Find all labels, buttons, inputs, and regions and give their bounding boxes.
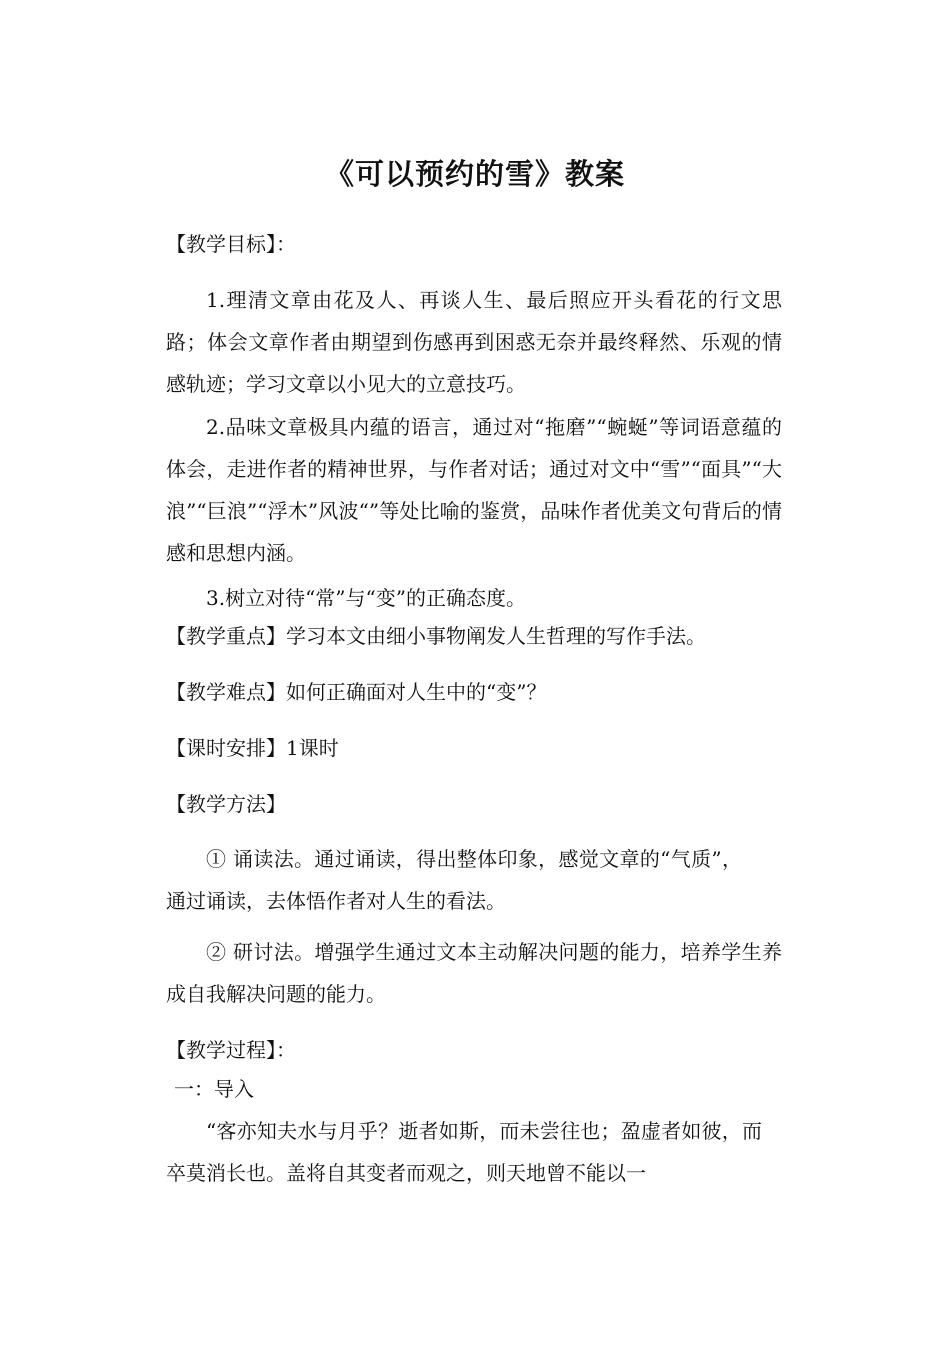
intro-quote: “客亦知夫水与月乎？逝者如斯，而未尝往也；盈虚者如彼，而卒莫消长也。盖将自其变者而观之，则天地曾不能以一 <box>166 1119 762 1185</box>
goal-2: 2.品味文章极具内蕴的语言，通过对“拖磨”“蜿蜒”等词语意蕴的体会，走进作者的精神世界，与作者对话；通过对文中“雪”“面具”“大浪”“巨浪”“浮木”风波“”等处比喻的鉴赏，品味作者优美文句背后的情感和思想内涵。 <box>166 415 782 565</box>
document-title: 《可以预约的雪》教案 <box>324 157 625 191</box>
schedule: 【课时安排】1课时 <box>166 736 339 760</box>
goal-3: 3.树立对待“常”与“变”的正确态度。 <box>206 586 526 610</box>
process-heading: 【教学过程】： <box>166 1038 296 1062</box>
goal-1: 1.理清文章由花及人、再谈人生、最后照应开头看花的行文思路；体会文章作者由期望到伤感再到困惑无奈并最终释然、乐观的情感轨迹；学习文章以小见大的立意技巧。 <box>166 288 782 396</box>
goals-heading: 【教学目标】： <box>166 232 296 256</box>
key-point: 【教学重点】学习本文由细小事物阐发人生哲理的写作手法。 <box>166 624 706 648</box>
section-1-heading: 一：导入 <box>174 1077 254 1101</box>
method-2: ② 研讨法。增强学生通过文本主动解决问题的能力，培养学生养成自我解决问题的能力。 <box>166 940 782 1006</box>
method-1: ① 诵读法。通过诵读，得出整体印象，感觉文章的“气质”，通过诵读，去体悟作者对人生的看法。 <box>166 847 742 913</box>
difficulty: 【教学难点】如何正确面对人生中的“变”？ <box>166 680 547 704</box>
method-heading: 【教学方法】 <box>166 792 286 816</box>
